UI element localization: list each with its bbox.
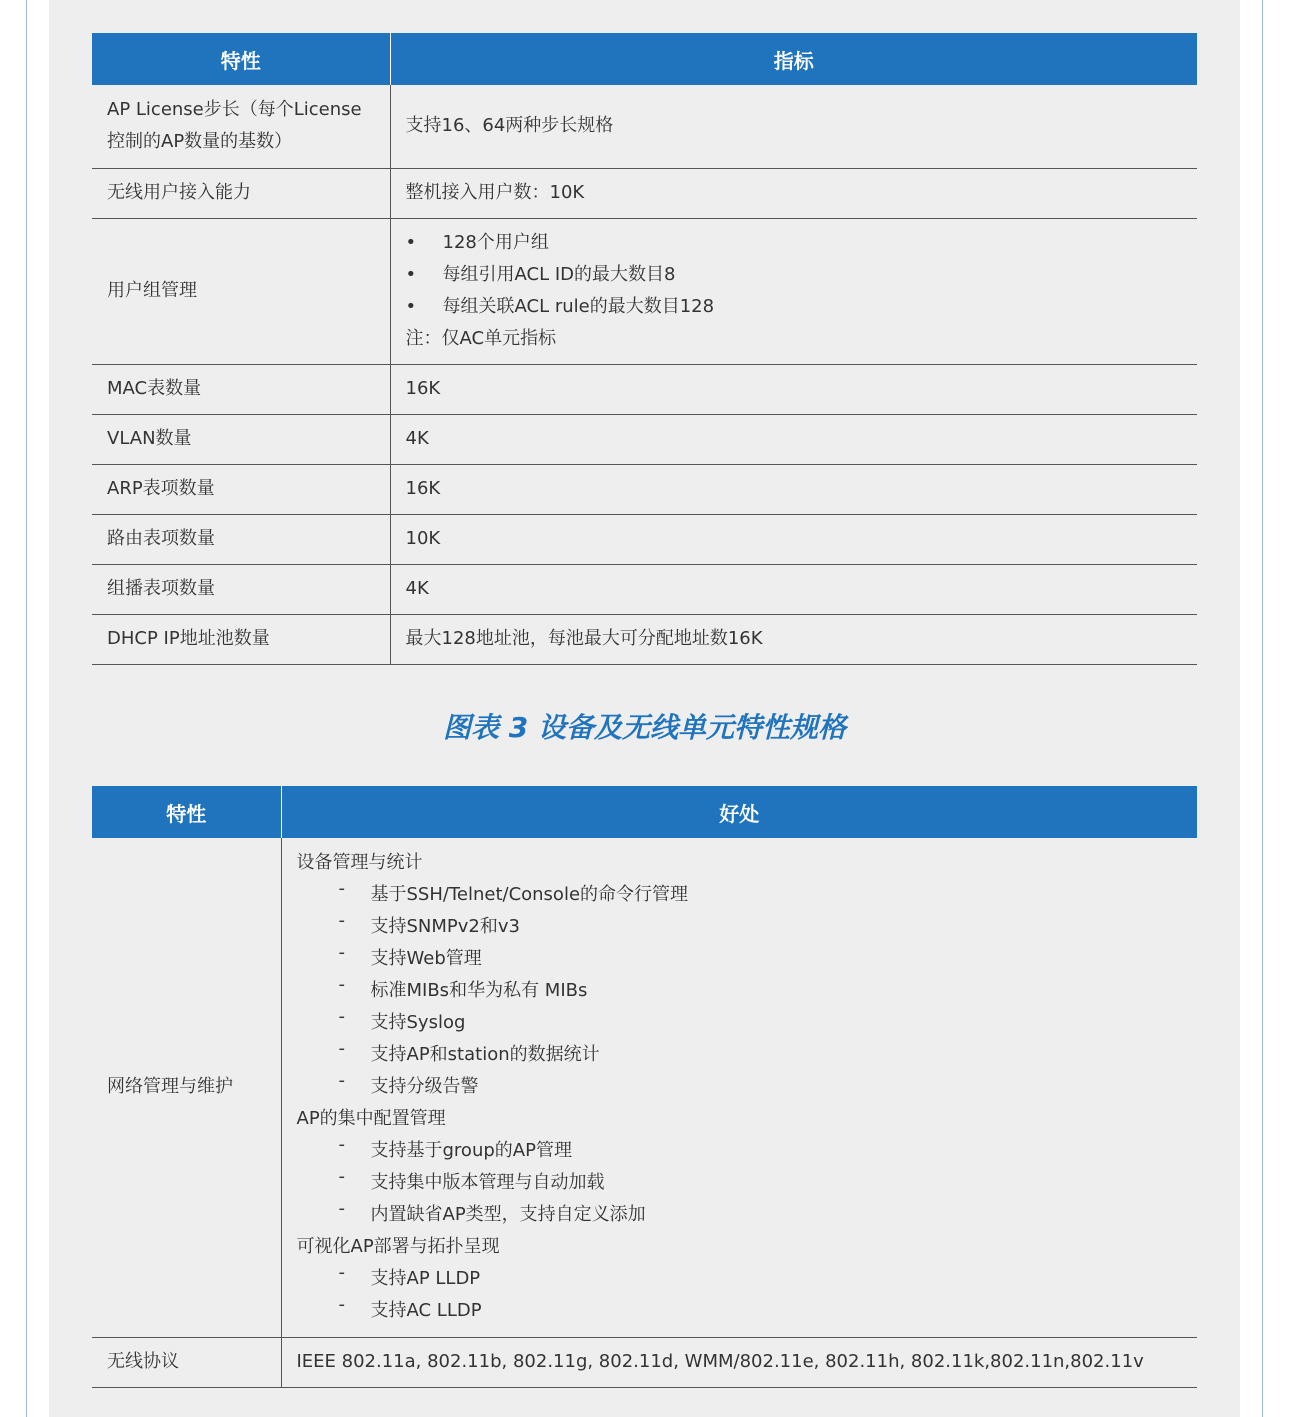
table-row <box>92 614 1197 664</box>
dash-mark: - <box>338 1038 345 1060</box>
row-value: 最大128地址池，每池最大可分配地址数16K <box>390 614 1197 664</box>
note-text: 注：仅AC单元指标 <box>405 328 557 349</box>
spec-table-features <box>92 786 1197 1388</box>
row-feature: VLAN数量 <box>92 414 390 464</box>
dash-mark: - <box>338 942 345 964</box>
dash-mark: - <box>338 1070 345 1092</box>
header-benefit: 好处 <box>281 786 1197 838</box>
bullet-mark: • <box>405 296 417 317</box>
group-title: 可视化AP部署与拓扑呈现 <box>296 1236 500 1258</box>
list-item <box>297 1199 1183 1231</box>
row-value: 16K <box>390 364 1197 414</box>
row-value: IEEE 802.11a, 802.11b, 802.11g, 802.11d, WMM/802.11e, 802.11h, 802.11k,802.11n,802.11v <box>281 1337 1197 1387</box>
item-text: 支持AC LLDP <box>370 1300 482 1322</box>
item-text: 支持Web管理 <box>370 948 482 970</box>
header-metric: 指标 <box>390 33 1197 85</box>
list-item <box>297 943 1183 975</box>
table-header-row <box>92 786 1197 838</box>
row-value: 4K <box>390 564 1197 614</box>
header-feature: 特性 <box>92 33 390 85</box>
row-benefits <box>281 838 1197 1337</box>
dash-mark: - <box>338 1294 345 1316</box>
row-feature: 网络管理与维护 <box>92 838 281 1337</box>
row-value: 10K <box>390 514 1197 564</box>
dash-mark: - <box>338 974 345 996</box>
row-feature: MAC表数量 <box>92 364 390 414</box>
item-text: 支持SNMPv2和v3 <box>370 916 520 938</box>
table-row <box>92 838 1197 1337</box>
item-text: 基于SSH/Telnet/Console的命令行管理 <box>370 884 689 906</box>
row-value: 支持16、64两种步长规格 <box>390 85 1197 168</box>
row-feature: 组播表项数量 <box>92 564 390 614</box>
item-text: 支持基于group的AP管理 <box>370 1140 572 1162</box>
row-feature: 路由表项数量 <box>92 514 390 564</box>
dash-mark: - <box>338 1166 345 1188</box>
row-feature: DHCP IP地址池数量 <box>92 614 390 664</box>
list-item <box>297 1039 1183 1071</box>
list-item <box>297 975 1183 1007</box>
row-feature: AP License步长（每个License控制的AP数量的基数） <box>92 85 390 168</box>
list-item <box>297 1295 1183 1327</box>
list-item <box>297 1135 1183 1167</box>
group-title: 设备管理与统计 <box>296 852 423 874</box>
table-caption: 图表 3 设备及无线单元特性规格 <box>443 711 846 744</box>
table-row <box>92 218 1197 364</box>
item-text: 支持分级告警 <box>370 1076 479 1098</box>
bullet-item <box>406 291 1183 323</box>
list-item <box>297 1263 1183 1295</box>
list-item <box>297 879 1183 911</box>
bullet-item <box>406 259 1183 291</box>
item-text: 内置缺省AP类型，支持自定义添加 <box>370 1204 646 1226</box>
list-item <box>297 911 1183 943</box>
item-text: 支持AP和station的数据统计 <box>370 1044 600 1066</box>
table-row <box>92 414 1197 464</box>
row-value: 16K <box>390 464 1197 514</box>
dash-mark: - <box>338 1262 345 1284</box>
table-row <box>92 85 1197 168</box>
bullet-text: 128个用户组 <box>442 232 549 253</box>
list-item <box>297 1071 1183 1103</box>
dash-mark: - <box>338 878 345 900</box>
bullet-item <box>406 227 1183 259</box>
row-value: 整机接入用户数：10K <box>390 168 1197 218</box>
dash-mark: - <box>338 910 345 932</box>
table-header-row <box>92 33 1197 85</box>
dash-mark: - <box>338 1198 345 1220</box>
item-text: 标准MIBs和华为私有 MIBs <box>370 980 588 1002</box>
row-value: 4K <box>390 414 1197 464</box>
list-item <box>297 1167 1183 1199</box>
group-title: AP的集中配置管理 <box>296 1108 446 1130</box>
bullet-text: 每组引用ACL ID的最大数目8 <box>442 264 676 285</box>
header-feature: 特性 <box>92 786 281 838</box>
item-text: 支持集中版本管理与自动加载 <box>370 1172 605 1194</box>
bullet-mark: • <box>405 232 417 253</box>
dash-mark: - <box>338 1134 345 1156</box>
table-row <box>92 464 1197 514</box>
page-border-right <box>1262 0 1263 1417</box>
table-row <box>92 514 1197 564</box>
row-value <box>390 218 1197 364</box>
table-row <box>92 564 1197 614</box>
item-text: 支持AP LLDP <box>370 1268 481 1290</box>
item-text: 支持Syslog <box>370 1012 466 1034</box>
page-border-left <box>26 0 27 1417</box>
table-row <box>92 1337 1197 1387</box>
row-feature: 无线协议 <box>92 1337 281 1387</box>
spec-table-capacity <box>92 33 1197 665</box>
bullet-mark: • <box>405 264 417 285</box>
table-row <box>92 364 1197 414</box>
dash-mark: - <box>338 1006 345 1028</box>
bullet-text: 每组关联ACL rule的最大数目128 <box>442 296 715 317</box>
table-row <box>92 168 1197 218</box>
row-feature: 无线用户接入能力 <box>92 168 390 218</box>
list-item <box>297 1007 1183 1039</box>
row-feature: ARP表项数量 <box>92 464 390 514</box>
row-feature: 用户组管理 <box>92 218 390 364</box>
